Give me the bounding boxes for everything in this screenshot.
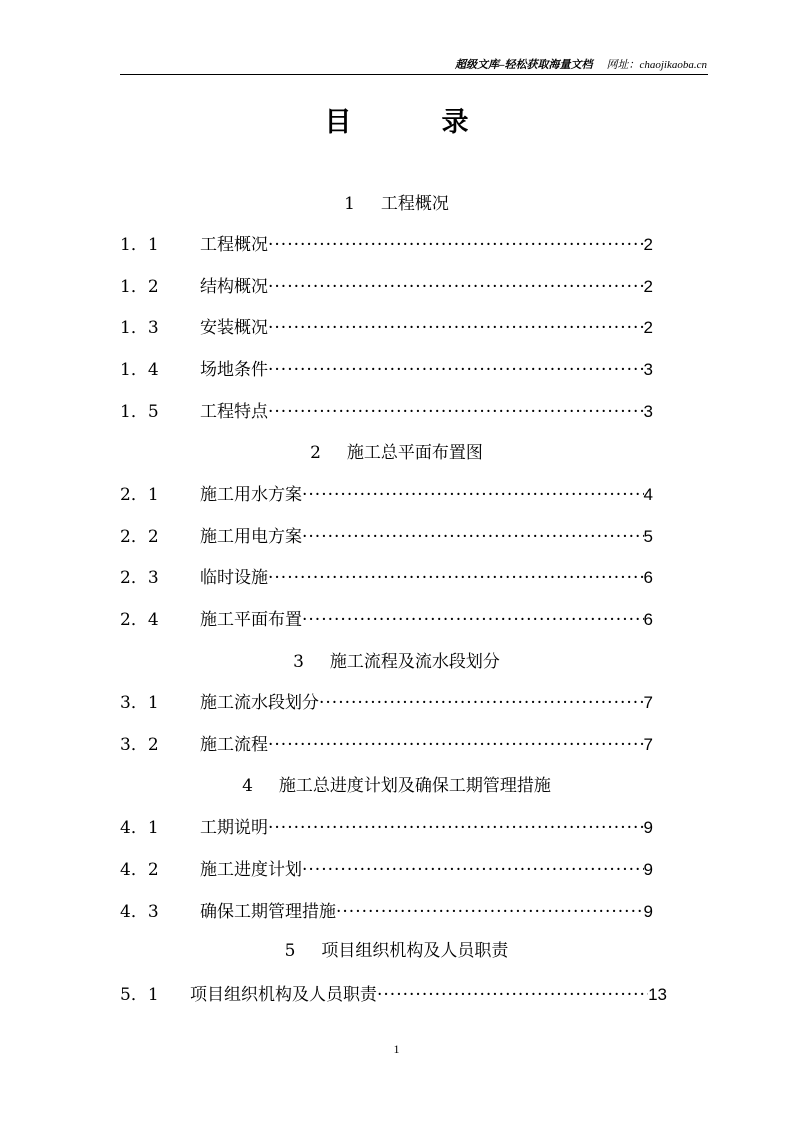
dot-leader [268,318,644,338]
section-title: 施工总平面布置图 [346,443,483,463]
toc-entry[interactable] [120,897,653,922]
toc-entry[interactable] [120,980,667,1005]
section-number: 3 [293,652,304,672]
entry-page: 6 [643,568,653,587]
dot-leader [268,568,644,588]
dot-leader [302,610,644,630]
entry-page: 7 [643,735,653,754]
toc-entry[interactable] [120,397,653,422]
header-url: 网址：chaojikaoba.cn [606,59,707,71]
entry-number: 4．3 [120,902,159,922]
entry-title: 结构概况 [200,277,268,297]
entry-number: 1．2 [120,277,159,297]
entry-title: 施工平面布置 [200,610,302,630]
entry-title: 施工用电方案 [200,527,302,547]
dot-leader [302,485,644,505]
section-title: 项目组织机构及人员职责 [321,941,509,961]
dot-leader [268,818,644,838]
entry-page: 6 [643,610,653,629]
toc-entry[interactable] [120,855,653,880]
section-number: 1 [344,194,355,214]
entry-number: 2．1 [120,485,159,505]
entry-number: 4．2 [120,860,159,880]
entry-page: 3 [643,360,653,379]
entry-page: 3 [643,402,653,421]
toc-section-heading[interactable] [0,189,793,214]
entry-number: 3．2 [120,735,159,755]
toc-section-heading[interactable] [0,647,793,672]
entry-page: 2 [643,235,653,254]
toc-entry[interactable] [120,730,653,755]
entry-title: 安装概况 [200,318,268,338]
toc-entry[interactable] [120,480,653,505]
page-header [455,56,707,72]
dot-leader [319,693,644,713]
section-title: 工程概况 [380,194,449,214]
entry-title: 场地条件 [200,360,268,380]
section-number: 5 [284,941,296,961]
dot-leader [268,402,644,422]
entry-title: 项目组织机构及人员职责 [190,985,377,1005]
entry-number: 1．4 [120,360,159,380]
dot-leader [268,235,644,255]
dot-leader [268,360,644,380]
dot-leader [268,735,644,755]
section-number: 2 [310,443,321,463]
entry-number: 1．1 [120,235,159,255]
entry-title: 施工流程 [200,735,268,755]
entry-title: 临时设施 [200,568,268,588]
entry-number: 4．1 [120,818,159,838]
toc-entry[interactable] [120,522,653,547]
entry-number: 1．3 [120,318,159,338]
entry-title: 确保工期管理措施 [200,902,336,922]
page-number: 1 [393,1042,400,1056]
toc-entry[interactable] [120,230,653,255]
dot-leader [268,277,644,297]
entry-page: 2 [643,277,653,296]
toc-entry[interactable] [120,313,653,338]
entry-page: 9 [643,818,653,837]
header-rule [120,74,708,75]
dot-leader [377,985,648,1005]
toc-title: 目录 [324,107,559,138]
toc-section-heading[interactable] [0,771,793,796]
entry-page: 9 [643,860,653,879]
toc-entry[interactable] [120,563,653,588]
section-number: 4 [242,776,253,796]
dot-leader [302,527,644,547]
entry-title: 施工进度计划 [200,860,302,880]
entry-number: 1．5 [120,402,159,422]
section-title: 施工总进度计划及确保工期管理措施 [278,776,551,796]
entry-page: 9 [643,902,653,921]
toc-entry[interactable] [120,272,653,297]
entry-page: 4 [643,485,653,504]
toc-entry[interactable] [120,688,653,713]
section-title: 施工流程及流水段划分 [329,652,500,672]
entry-title: 施工用水方案 [200,485,302,505]
dot-leader [336,902,644,922]
toc-section-heading[interactable] [0,438,793,463]
dot-leader [302,860,644,880]
header-site-name: 超级文库–轻松获取海量文档 [454,59,593,71]
toc-entry[interactable] [120,605,653,630]
entry-page: 5 [643,527,653,546]
entry-title: 工期说明 [200,818,268,838]
entry-page: 13 [648,985,667,1004]
toc-entry[interactable] [120,813,653,838]
entry-page: 7 [643,693,653,712]
entry-number: 2．4 [120,610,159,630]
toc-entry[interactable] [120,355,653,380]
entry-page: 2 [643,318,653,337]
entry-number: 3．1 [120,693,159,713]
entry-number: 2．3 [120,568,159,588]
entry-title: 工程特点 [200,402,268,422]
entry-title: 工程概况 [200,235,268,255]
entry-title: 施工流水段划分 [200,693,319,713]
toc-section-heading[interactable] [0,936,793,961]
entry-number: 2．2 [120,527,159,547]
entry-number: 5．1 [120,985,159,1005]
